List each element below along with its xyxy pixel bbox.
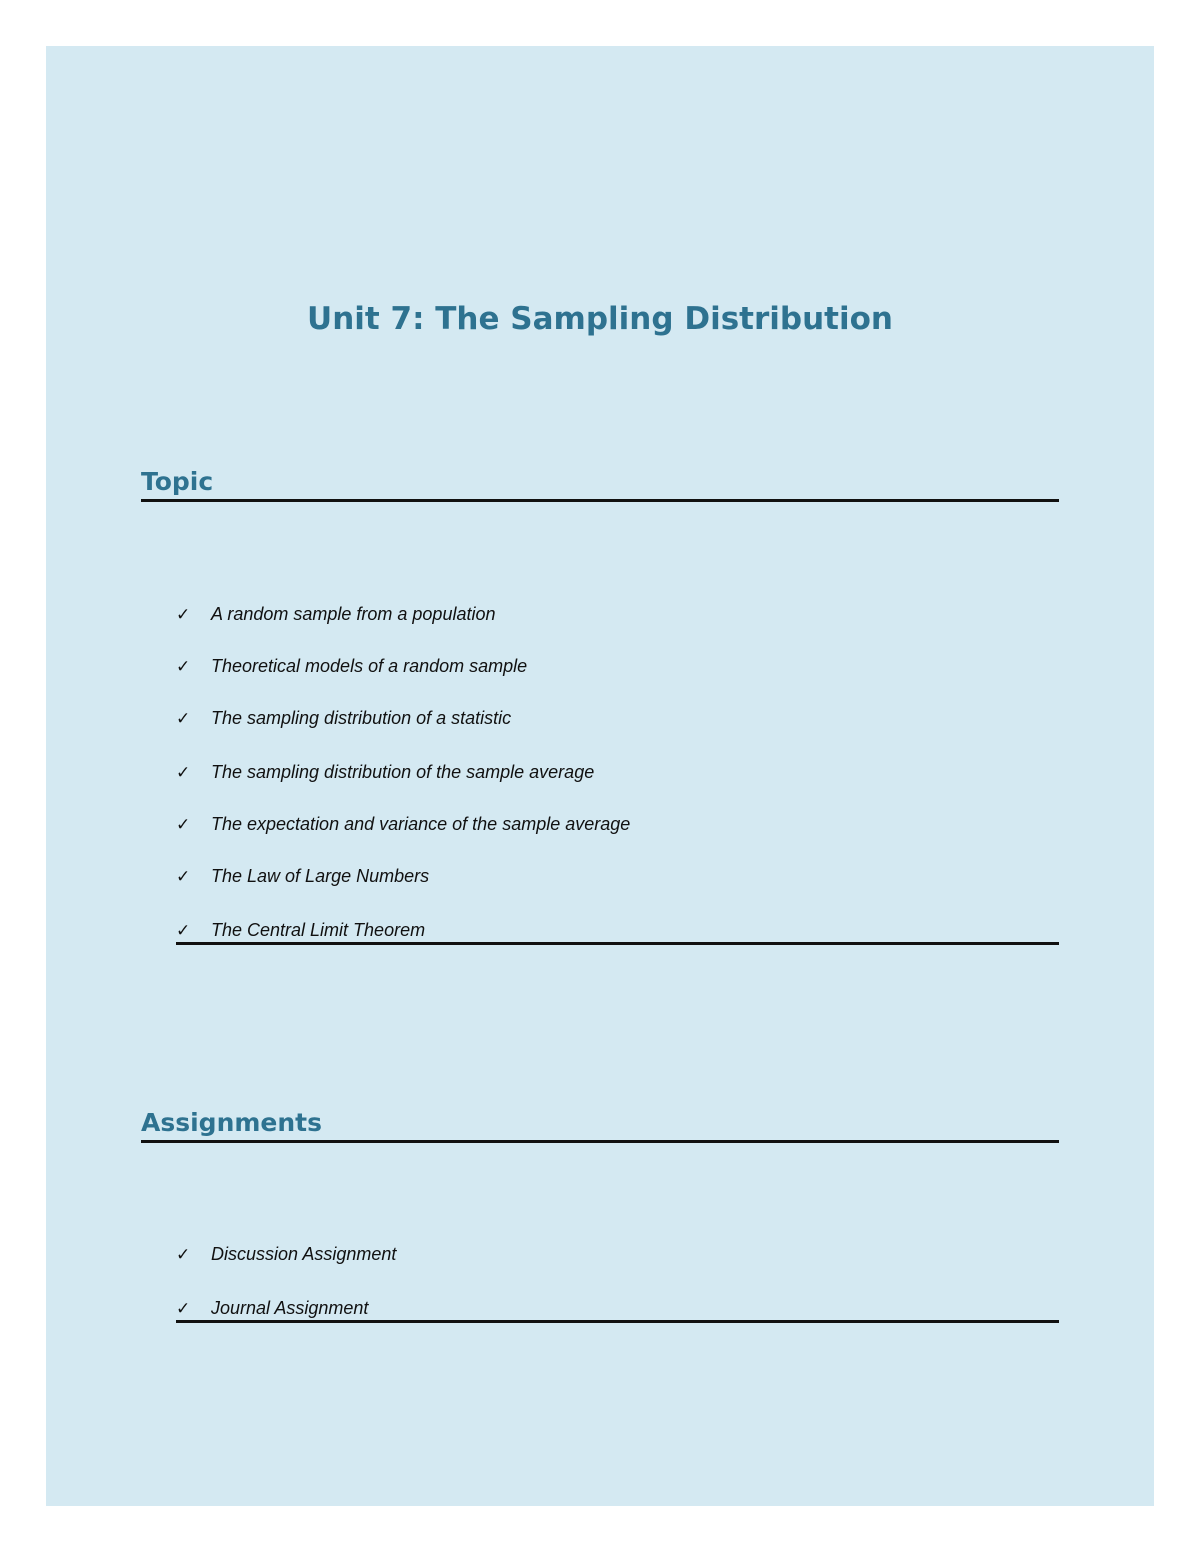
topic-item	[176, 862, 429, 890]
document-title: Unit 7: The Sampling Distribution	[307, 301, 893, 337]
topic-item	[176, 600, 495, 628]
topic-heading: Topic	[141, 467, 214, 496]
assignments-list-rule	[176, 1320, 1059, 1323]
check-icon: ✓	[176, 867, 191, 887]
topic-item-label: The sampling distribution of a statistic	[211, 708, 512, 728]
check-icon: ✓	[176, 1299, 191, 1319]
assignments-heading: Assignments	[141, 1108, 323, 1137]
topic-item	[176, 704, 511, 732]
assignment-item-label: Journal Assignment	[211, 1298, 369, 1318]
topic-item-label: A random sample from a population	[211, 604, 496, 624]
check-icon: ✓	[176, 815, 191, 835]
check-icon: ✓	[176, 763, 191, 783]
topic-item-label: The Law of Large Numbers	[211, 866, 430, 886]
assignment-item	[176, 1240, 396, 1268]
topic-item-label: Theoretical models of a random sample	[211, 656, 528, 676]
check-icon: ✓	[176, 921, 191, 941]
topic-list-rule	[176, 942, 1059, 945]
topic-item-label: The sampling distribution of the sample average	[211, 762, 595, 782]
check-icon: ✓	[176, 709, 191, 729]
topic-heading-rule	[141, 499, 1059, 502]
check-icon: ✓	[176, 605, 191, 625]
assignment-item-label: Discussion Assignment	[211, 1244, 397, 1264]
assignments-heading-rule	[141, 1140, 1059, 1143]
topic-item	[176, 652, 527, 680]
topic-item	[176, 916, 425, 944]
topic-item-label: The Central Limit Theorem	[211, 920, 426, 940]
topic-item	[176, 758, 594, 786]
topic-item	[176, 810, 630, 838]
assignment-item	[176, 1294, 368, 1322]
check-icon: ✓	[176, 1245, 191, 1265]
topic-item-label: The expectation and variance of the sample average	[211, 814, 631, 834]
check-icon: ✓	[176, 657, 191, 677]
